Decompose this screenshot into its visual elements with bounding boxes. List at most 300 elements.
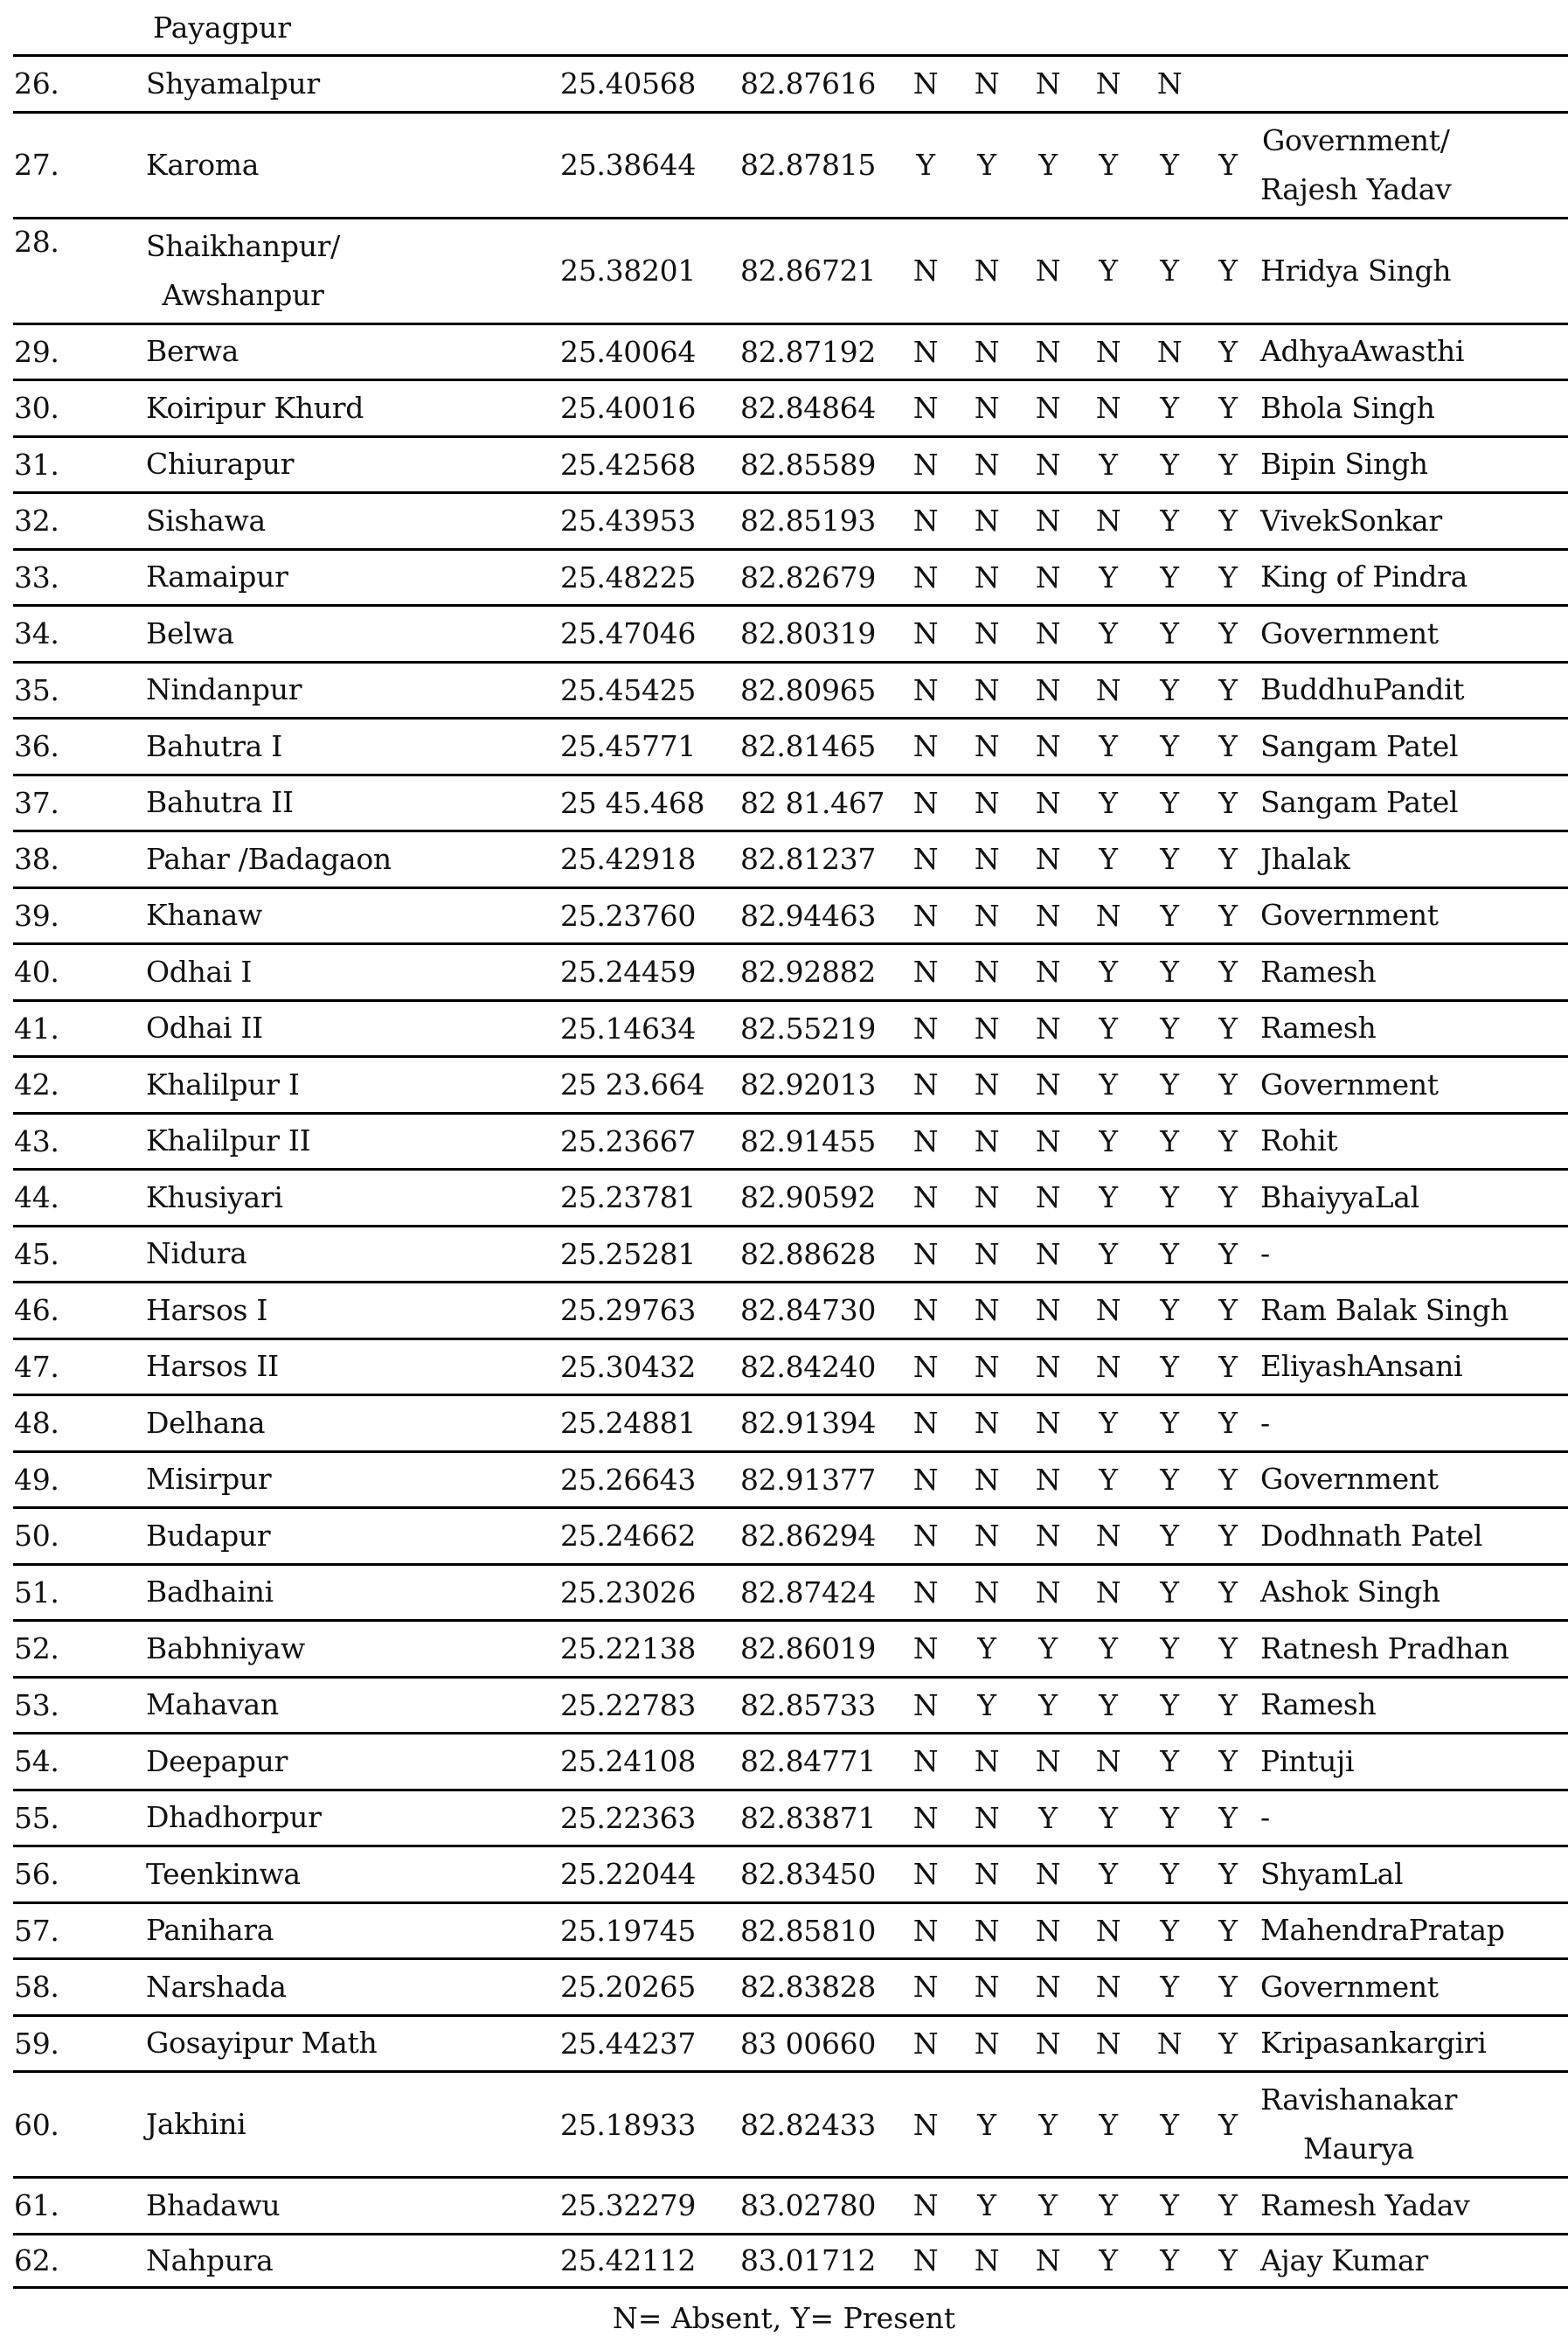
- site-name: [146, 1566, 274, 1620]
- presence-flag: N: [1035, 672, 1061, 707]
- latitude: 25.22044: [560, 1857, 697, 1892]
- latitude: 25.42112: [560, 2243, 697, 2278]
- presence-flag: Y: [1218, 391, 1238, 426]
- presence-flag: Y: [977, 148, 996, 182]
- presence-flag: N: [974, 1180, 1000, 1215]
- presence-flag: N: [1095, 898, 1121, 933]
- row-number: 56.: [14, 1857, 59, 1892]
- latitude: 25.25281: [560, 1236, 697, 1271]
- table-row: [13, 379, 1568, 435]
- row-number: 49.: [14, 1462, 59, 1497]
- presence-flag: Y: [1218, 1575, 1238, 1609]
- presence-flag: Y: [1038, 2107, 1058, 2142]
- owner-line: King of Pindra: [1260, 560, 1468, 594]
- site-name-line: Chiurapur: [146, 447, 295, 482]
- latitude: 25.14634: [560, 1011, 697, 1046]
- owner: [1260, 325, 1464, 379]
- table-legend: N= Absent, Y= Present: [612, 2301, 956, 2335]
- owner: [1260, 776, 1458, 831]
- row-number: 42.: [14, 1067, 59, 1102]
- owner-line: Bhola Singh: [1260, 390, 1435, 425]
- latitude: 25.40568: [560, 66, 697, 101]
- longitude: 82.85733: [740, 1687, 877, 1722]
- presence-flag: N: [1035, 66, 1061, 101]
- presence-flag: N: [974, 1519, 1000, 1554]
- table-row: [13, 1901, 1568, 1958]
- presence-flag: Y: [1160, 1293, 1179, 1328]
- owner-line: Dodhnath Patel: [1260, 1518, 1483, 1553]
- site-name: [146, 1735, 288, 1789]
- presence-flag: Y: [1099, 1180, 1118, 1215]
- presence-flag: Y: [1218, 1519, 1238, 1554]
- row-number: 48.: [14, 1406, 59, 1441]
- presence-flag: N: [912, 616, 939, 651]
- presence-flag: N: [1035, 391, 1061, 426]
- presence-flag: N: [912, 785, 939, 820]
- longitude: 82.80965: [740, 672, 877, 707]
- row-number: 54.: [14, 1744, 59, 1779]
- presence-flag: N: [974, 1067, 1000, 1102]
- row-number: 28.: [14, 224, 59, 259]
- presence-flag: Y: [1218, 254, 1238, 288]
- owner: [1260, 664, 1464, 718]
- longitude: 83.02780: [740, 2188, 877, 2223]
- latitude: 25.24662: [560, 1519, 697, 1554]
- owner-line: Government: [1260, 898, 1439, 933]
- presence-flag: Y: [1160, 898, 1179, 933]
- owner: [1260, 1735, 1354, 1789]
- longitude: 82.83450: [740, 1857, 877, 1892]
- latitude: 25 23.664: [560, 1067, 705, 1102]
- presence-flag: Y: [1160, 2243, 1179, 2278]
- presence-flag: Y: [916, 148, 935, 182]
- owner: [1260, 1002, 1377, 1056]
- owner: [1260, 2073, 1457, 2176]
- site-name-line: Harsos I: [146, 1292, 268, 1327]
- latitude: 25.23667: [560, 1123, 697, 1158]
- presence-flag: Y: [1099, 616, 1118, 651]
- presence-flag: N: [1035, 334, 1061, 369]
- presence-flag: N: [912, 1913, 939, 1948]
- site-name-line: Karoma: [146, 147, 260, 182]
- latitude: 25.32279: [560, 2188, 697, 2223]
- owner-line: -: [1260, 1236, 1270, 1271]
- row-number: 51.: [14, 1575, 59, 1609]
- presence-flag: N: [912, 842, 939, 877]
- site-name-line: Gosayipur Math: [146, 2026, 378, 2061]
- owner: [1260, 1115, 1337, 1169]
- presence-flag: N: [974, 955, 1000, 990]
- site-name-line: Bahutra II: [146, 785, 294, 820]
- longitude: 83 00660: [740, 2026, 877, 2061]
- presence-flag: N: [1095, 2026, 1121, 2061]
- owner-line: Hridya Singh: [1260, 253, 1452, 288]
- owner: [1260, 607, 1439, 661]
- site-name: [146, 832, 392, 886]
- site-name: [146, 219, 340, 323]
- presence-flag: N: [974, 560, 1000, 594]
- owner-line: Ramesh: [1260, 1011, 1377, 1046]
- presence-flag: Y: [1218, 504, 1238, 539]
- presence-flag: Y: [1160, 1123, 1179, 1158]
- site-name-line: Misirpur: [146, 1462, 272, 1497]
- presence-flag: N: [912, 729, 939, 764]
- owner-line: Ajay Kumar: [1260, 2242, 1428, 2277]
- presence-flag: Y: [1160, 1519, 1179, 1554]
- owner: [1260, 889, 1439, 943]
- presence-flag: N: [912, 2026, 939, 2061]
- owner-line: Sangam Patel: [1260, 785, 1459, 820]
- presence-flag: N: [974, 1857, 1000, 1892]
- site-name-line: Delhana: [146, 1405, 266, 1440]
- owner: [1260, 1453, 1439, 1507]
- longitude: 82.91377: [740, 1462, 877, 1497]
- owner: [1260, 1058, 1439, 1112]
- owner: [1260, 114, 1451, 217]
- presence-flag: N: [912, 1687, 939, 1722]
- site-name-line: Berwa: [146, 334, 239, 369]
- presence-flag: Y: [1099, 842, 1118, 877]
- presence-flag: N: [912, 1631, 939, 1666]
- owner: [1260, 438, 1428, 492]
- site-name: [146, 945, 252, 999]
- row-number: 33.: [14, 560, 59, 594]
- table-row: [13, 1789, 1568, 1846]
- owner-line: ShyamLal: [1260, 1856, 1404, 1891]
- presence-flag: [1211, 57, 1245, 111]
- presence-flag: N: [1156, 66, 1183, 101]
- site-name: [146, 438, 294, 492]
- presence-flag: Y: [1218, 2107, 1238, 2142]
- presence-flag: Y: [1218, 2188, 1238, 2223]
- presence-flag: N: [974, 1800, 1000, 1835]
- owner-line: EliyashAnsani: [1260, 1349, 1463, 1384]
- presence-flag: Y: [1160, 729, 1179, 764]
- presence-flag: N: [912, 1519, 939, 1554]
- presence-flag: N: [974, 1011, 1000, 1046]
- presence-flag: N: [912, 447, 939, 482]
- table-row: [13, 1394, 1568, 1450]
- row-number: 36.: [14, 729, 59, 764]
- longitude: 82.85589: [740, 447, 877, 482]
- owner-line: AdhyaAwasthi: [1260, 334, 1465, 369]
- presence-flag: N: [912, 1067, 939, 1102]
- site-name: [146, 2017, 377, 2071]
- presence-flag: Y: [1099, 1857, 1118, 1892]
- owner: [1260, 2017, 1487, 2071]
- owner-line: Jhalak: [1260, 841, 1350, 876]
- presence-flag: N: [1035, 1462, 1061, 1497]
- owner-line: Kripasankargiri: [1260, 2026, 1487, 2061]
- longitude: 82.82679: [740, 560, 877, 594]
- latitude: 25.40064: [560, 334, 697, 369]
- site-name: [146, 551, 288, 605]
- row-number: 45.: [14, 1236, 59, 1271]
- presence-flag: N: [974, 1406, 1000, 1441]
- presence-flag: N: [974, 504, 1000, 539]
- presence-flag: Y: [1099, 955, 1118, 990]
- presence-flag: Y: [1160, 254, 1179, 288]
- site-name: [146, 2179, 280, 2233]
- longitude: 82.83828: [740, 1970, 877, 2005]
- presence-flag: Y: [1160, 1857, 1179, 1892]
- owner: [1260, 1283, 1509, 1338]
- table-row: [13, 1281, 1568, 1338]
- longitude: 82.90592: [740, 1180, 877, 1215]
- presence-flag: Y: [1099, 1800, 1118, 1835]
- owner-line: Ashok Singh: [1260, 1575, 1440, 1609]
- owner: [1260, 219, 1451, 323]
- site-name-line: Narshada: [146, 1969, 287, 2004]
- site-name-line: Awshanpur: [162, 277, 324, 312]
- latitude: 25.18933: [560, 2107, 697, 2142]
- table-row: [13, 2233, 1568, 2290]
- owner-line: Sangam Patel: [1260, 728, 1459, 763]
- table-row: [13, 1112, 1568, 1169]
- owner: [1260, 832, 1350, 886]
- presence-flag: N: [974, 1575, 1000, 1609]
- table-row: [13, 661, 1568, 718]
- latitude: 25.45425: [560, 672, 697, 707]
- presence-flag: N: [974, 334, 1000, 369]
- site-name: [146, 1622, 305, 1676]
- presence-flag: N: [912, 391, 939, 426]
- owner-line: Government: [1260, 615, 1439, 650]
- latitude: 25.22783: [560, 1687, 697, 1722]
- site-name-line: Ramaipur: [146, 560, 288, 594]
- site-name-line: Badhaini: [146, 1575, 274, 1609]
- longitude: 82.81237: [740, 842, 877, 877]
- site-name-line: Shaikhanpur/: [146, 228, 340, 263]
- presence-flag: N: [974, 1913, 1000, 1948]
- latitude: 25.24459: [560, 955, 697, 990]
- site-name-line: Dhadhorpur: [146, 1800, 322, 1835]
- latitude: 25.45771: [560, 729, 697, 764]
- table-row: [13, 942, 1568, 999]
- presence-flag: Y: [1218, 1349, 1238, 1384]
- row-number: 50.: [14, 1519, 59, 1554]
- latitude: 25.20265: [560, 1970, 697, 2005]
- table-row: [13, 548, 1568, 605]
- presence-flag: Y: [1218, 1857, 1238, 1892]
- presence-flag: N: [1035, 1236, 1061, 1271]
- site-name-line: Harsos II: [146, 1349, 279, 1384]
- presence-flag: N: [912, 2107, 939, 2142]
- presence-flag: Y: [1099, 1406, 1118, 1441]
- site-name: [146, 720, 282, 774]
- site-name-line: Bhadawu: [146, 2187, 281, 2222]
- table-row: [13, 1225, 1568, 1282]
- presence-flag: N: [974, 842, 1000, 877]
- presence-flag: N: [1035, 785, 1061, 820]
- presence-flag: N: [1035, 1913, 1061, 1948]
- presence-flag: Y: [1160, 1067, 1179, 1102]
- presence-flag: N: [1035, 1123, 1061, 1158]
- longitude: 82.82433: [740, 2107, 877, 2142]
- presence-flag: Y: [1038, 1687, 1058, 1722]
- site-name: [146, 1002, 263, 1056]
- presence-flag: Y: [1218, 1462, 1238, 1497]
- presence-flag: N: [974, 898, 1000, 933]
- longitude: 82.86019: [740, 1631, 877, 1666]
- owner: [1260, 1396, 1270, 1450]
- longitude: 82.91455: [740, 1123, 877, 1158]
- owner-line: Ramesh Yadav: [1260, 2187, 1470, 2222]
- presence-flag: N: [1035, 1406, 1061, 1441]
- presence-flag: Y: [1218, 1123, 1238, 1158]
- longitude: 82.91394: [740, 1406, 877, 1441]
- presence-flag: N: [912, 955, 939, 990]
- presence-flag: N: [912, 1180, 939, 1215]
- owner: [1260, 551, 1467, 605]
- presence-flag: Y: [1099, 1631, 1118, 1666]
- presence-flag: Y: [1160, 504, 1179, 539]
- owner: [1260, 1904, 1505, 1958]
- owner-line: Maurya: [1303, 2131, 1415, 2166]
- presence-flag: N: [912, 560, 939, 594]
- presence-flag: N: [1095, 1519, 1121, 1554]
- row-number: 32.: [14, 504, 59, 539]
- presence-flag: Y: [1160, 2107, 1179, 2142]
- presence-flag: Y: [977, 1687, 996, 1722]
- longitude: 82.92882: [740, 955, 877, 990]
- presence-flag: Y: [1218, 616, 1238, 651]
- table-row: [13, 774, 1568, 831]
- presence-flag: N: [912, 2243, 939, 2278]
- presence-flag: Y: [1218, 1631, 1238, 1666]
- latitude: 25.23760: [560, 898, 697, 933]
- presence-flag: Y: [1160, 842, 1179, 877]
- presence-flag: Y: [1218, 148, 1238, 182]
- site-name: [146, 664, 302, 718]
- owner: [1260, 1847, 1403, 1901]
- presence-flag: N: [974, 1744, 1000, 1779]
- longitude: 82.80319: [740, 616, 877, 651]
- table-row: [13, 886, 1568, 943]
- row-number: 59.: [14, 2026, 59, 2061]
- owner-line: Government: [1260, 1067, 1439, 1102]
- presence-flag: N: [1035, 616, 1061, 651]
- site-name: [146, 1340, 279, 1394]
- presence-flag: Y: [1160, 1970, 1179, 2005]
- presence-flag: N: [1035, 504, 1061, 539]
- table-row: [13, 111, 1568, 217]
- longitude: 82.84864: [740, 391, 877, 426]
- presence-flag: N: [974, 254, 1000, 288]
- latitude: 25.44237: [560, 2026, 697, 2061]
- presence-flag: Y: [1218, 1913, 1238, 1948]
- longitude: 82.87616: [740, 66, 877, 101]
- latitude: 25.24881: [560, 1406, 697, 1441]
- presence-flag: N: [1035, 1293, 1061, 1328]
- owner-line: -: [1260, 1800, 1270, 1835]
- row-number: 55.: [14, 1800, 59, 1835]
- presence-flag: N: [912, 1800, 939, 1835]
- owner-line: BuddhuPandit: [1260, 672, 1465, 707]
- presence-flag: N: [912, 1462, 939, 1497]
- owner: [1260, 2235, 1428, 2287]
- site-name-line: Babhniyaw: [146, 1630, 305, 1665]
- site-name: [146, 381, 364, 435]
- continued-site-name: Payagpur: [153, 10, 291, 45]
- presence-flag: N: [1035, 842, 1061, 877]
- site-name-line: Odhai II: [146, 1011, 263, 1046]
- presence-flag: N: [1035, 1575, 1061, 1609]
- presence-flag: Y: [1160, 1236, 1179, 1271]
- presence-flag: Y: [1218, 1236, 1238, 1271]
- site-name: [146, 114, 259, 217]
- row-number: 43.: [14, 1123, 59, 1158]
- presence-flag: N: [912, 1236, 939, 1271]
- presence-flag: N: [1035, 1970, 1061, 2005]
- presence-flag: Y: [1160, 1011, 1179, 1046]
- site-name: [146, 2235, 274, 2287]
- owner: [1260, 945, 1377, 999]
- owner: [1260, 1679, 1377, 1733]
- presence-flag: N: [974, 1123, 1000, 1158]
- presence-flag: Y: [1099, 560, 1118, 594]
- owner: [1260, 1227, 1270, 1282]
- row-number: 60.: [14, 2107, 59, 2142]
- table-row: [13, 830, 1568, 886]
- presence-flag: N: [912, 1857, 939, 1892]
- presence-flag: Y: [1160, 1349, 1179, 1384]
- latitude: 25.22138: [560, 1631, 697, 1666]
- table-row: [13, 1055, 1568, 1112]
- presence-flag: Y: [1038, 148, 1058, 182]
- table-row: [13, 1450, 1568, 1507]
- row-number: 31.: [14, 447, 59, 482]
- owner-line: VivekSonkar: [1260, 503, 1442, 538]
- longitude: 82.84771: [740, 1744, 877, 1779]
- presence-flag: Y: [1099, 2243, 1118, 2278]
- presence-flag: N: [974, 66, 1000, 101]
- presence-flag: N: [974, 1236, 1000, 1271]
- site-name: [146, 494, 266, 548]
- table-row: [13, 2176, 1568, 2233]
- presence-flag: N: [1035, 1744, 1061, 1779]
- presence-flag: Y: [1160, 560, 1179, 594]
- presence-flag: Y: [1218, 1970, 1238, 2005]
- owner-line: Rohit: [1260, 1123, 1338, 1158]
- site-name-line: Khusiyari: [146, 1179, 283, 1214]
- presence-flag: N: [1035, 729, 1061, 764]
- site-name: [146, 1058, 300, 1112]
- presence-flag: Y: [1218, 672, 1238, 707]
- presence-flag: Y: [1099, 148, 1118, 182]
- longitude: 82.88628: [740, 1236, 877, 1271]
- row-number: 46.: [14, 1293, 59, 1328]
- presence-flag: N: [912, 898, 939, 933]
- site-name-line: Pahar /Badagaon: [146, 841, 392, 876]
- site-name-line: Belwa: [146, 615, 234, 650]
- presence-flag: N: [912, 1970, 939, 2005]
- presence-flag: Y: [1218, 2243, 1238, 2278]
- presence-flag: Y: [977, 2107, 996, 2142]
- presence-flag: N: [1035, 254, 1061, 288]
- row-number: 52.: [14, 1631, 59, 1666]
- table-row: [13, 999, 1568, 1056]
- presence-flag: Y: [1218, 955, 1238, 990]
- row-number: 26.: [14, 66, 59, 101]
- presence-flag: Y: [1218, 842, 1238, 877]
- longitude: 82.86294: [740, 1519, 877, 1554]
- presence-flag: N: [1095, 672, 1121, 707]
- site-name-line: Budapur: [146, 1518, 271, 1553]
- table-row: [13, 54, 1568, 111]
- table-row: [13, 1168, 1568, 1225]
- table-row: [13, 1619, 1568, 1676]
